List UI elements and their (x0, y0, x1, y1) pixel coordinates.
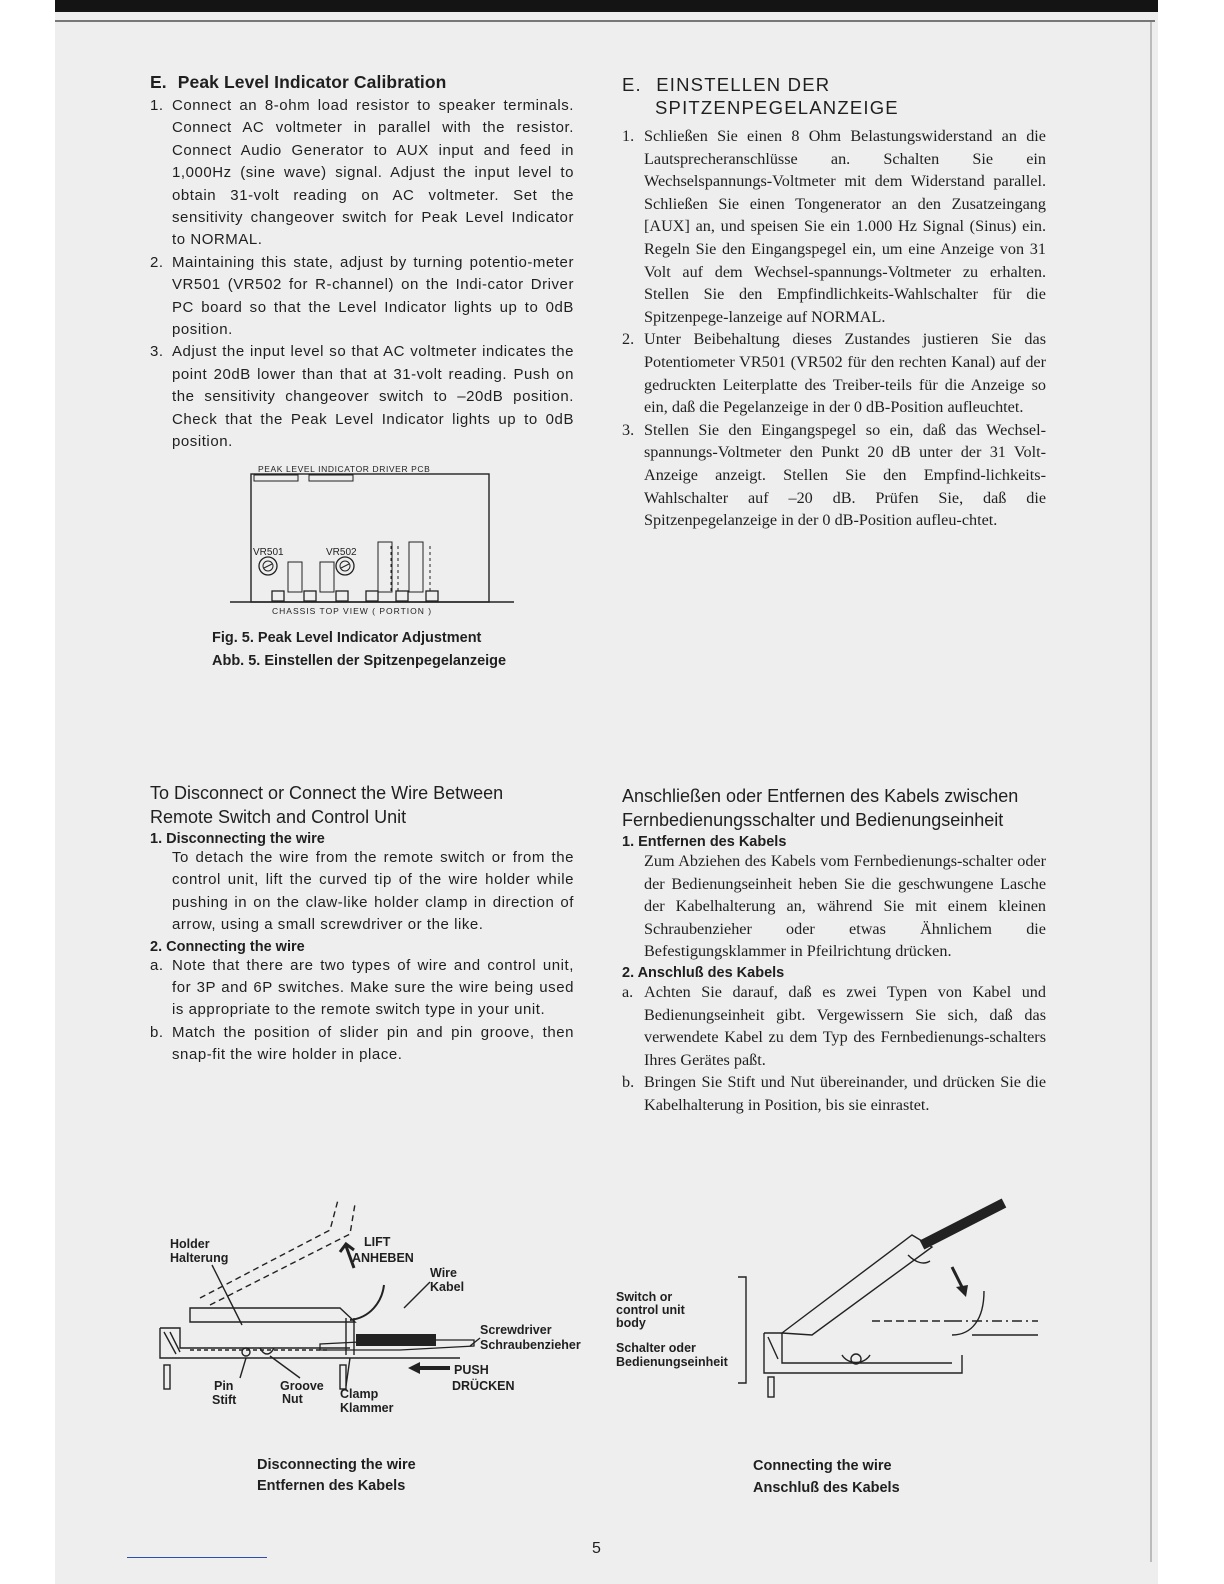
fig5-caption-de: Abb. 5. Einstellen der Spitzenpegelanzeige (212, 653, 507, 669)
push-label: PUSH (454, 1363, 489, 1377)
section-title-line1: EINSTELLEN DER (656, 74, 831, 95)
page-top-rule (55, 20, 1155, 22)
list-item: a. Achten Sie darauf, daß es zwei Typen von Kabel und Bedienungseinheit gibt. Vergewissern Sie sich, daß das verwendete Kabel zu dem Typ des Fernbedienungs-schalters Ihres Gerätes paßt. (622, 982, 1046, 1069)
list-item: 1. Connect an 8-ohm load resistor to speaker terminals. Connect AC voltmeter in parallel with the resistor. Connect Audio Generator to AUX input and feed in 1,000Hz (sine wave) signal. Adjust the input level to obtain 31-volt reading on AC voltmeter. Set the sensitivity changeover switch for Peak Level Indicator to NORMAL. (150, 97, 574, 249)
druecken-label: DRÜCKEN (452, 1379, 515, 1393)
page-number: 5 (592, 1540, 601, 1557)
connect-caption-de: Anschluß des Kabels (753, 1480, 900, 1496)
vr502-label: VR502 (326, 547, 357, 558)
list-item: 2. Unter Beibehaltung dieses Zustandes justieren Sie das Potentiometer VR501 (VR502 für den rechten Kanal) auf der gedruckten Leiterplatte des Treiber-teils für die Anzeige so ein, daß die Pegelanzeige in der 0 dB-Position aufleuchtet. (622, 330, 1046, 417)
disconnect-caption-en: Disconnecting the wire (257, 1457, 416, 1473)
connect-wire-diagram (612, 1195, 1052, 1405)
vr501-label: VR501 (253, 547, 284, 558)
section-e-english (150, 72, 574, 454)
switch-label-line1: Switch or (616, 1290, 673, 1304)
section-title-line2: SPITZENPEGELANZEIGE (655, 97, 899, 118)
list-item: b. Match the position of slider pin and pin groove, then snap-fit the wire holder in place. (150, 1023, 574, 1064)
subheading-anschluss: 2. Anschluß des Kabels (622, 964, 785, 981)
list-item: 1. Schließen Sie einen 8 Ohm Belastungswiderstand an die Lautsprecheranschlüsse an. Schalten Sie ein Wechselspannungs-Voltmeter mit dem Widerstand parallel. Schließen Sie einen Tongenerator an den Zusatzeingang [AUX] an, und speisen Sie ein 1.000 Hz Signal (Sinus) ein. Regeln Sie den Eingangspegel ein, um eine Anzeige von 31 Volt auf dem Wechsel-spannungs-Voltmeter zu erhalten. Stellen Sie den Empfindlichkeits-Wahlschalter für die Spitzenpege-lanzeige auf NORMAL. (622, 127, 1046, 326)
subheading-disconnecting: 1. Disconnecting the wire (150, 831, 325, 847)
section-e-german (622, 73, 1046, 532)
holder-label: Holder (170, 1237, 210, 1251)
schraubenzieher-label: Schraubenzieher (480, 1338, 581, 1352)
paragraph: Zum Abziehen des Kabels vom Fernbedienungs-schalter oder der Bedienungseinheit heben Sie die geschwungene Lasche der Kabelhalterung an, während Sie mit einem kleinen Schraubenzieher oder etwas Ähnlichem die Befestigungsklammer in Pfeilrichtung drücken. (644, 852, 1046, 961)
clamp-label: Clamp (340, 1387, 379, 1401)
switch-label-line2: control unit (616, 1303, 685, 1317)
section-title-line1: Anschließen oder Entfernen des Kabels zwischen (622, 786, 1019, 806)
pcb-label: PEAK LEVEL INDICATOR DRIVER PCB (258, 464, 431, 474)
connect-caption-en: Connecting the wire (753, 1458, 892, 1474)
switch-label-line3: body (616, 1316, 646, 1330)
list-item: 3. Stellen Sie den Eingangspegel so ein, daß das Wechsel-spannungs-Voltmeter den Punkt 20 dB unter der 31 Volt-Anzeige anzeigt. Stellen Sie den Empfind-lichkeits-Wahlschalter auf –20 dB. Prüfen Sie, daß die Spitzenpegelanzeige in der 0 dB-Position aufleu-chtet. (622, 420, 1046, 530)
list-item: b. Bringen Sie Stift und Nut übereinander, und drücken Sie die Kabelhalterung in Position, bis sie einrastet. (622, 1073, 1046, 1114)
disconnect-wire-diagram (150, 1190, 600, 1420)
klammer-label: Klammer (340, 1401, 394, 1415)
halterung-label: Halterung (170, 1251, 229, 1265)
section-title: Peak Level Indicator Calibration (177, 72, 447, 92)
groove-label: Groove (280, 1379, 324, 1393)
subheading-connecting: 2. Connecting the wire (150, 938, 305, 955)
lift-label: LIFT (364, 1235, 391, 1249)
list-item: 2. Maintaining this state, adjust by turning potentio-meter VR501 (VR502 for R-channel) on the Indi-cator Driver PC board so that the Level Indicator lights up to 0dB position. (150, 253, 574, 339)
wire-section-english (150, 781, 574, 1067)
peak-level-pcb-diagram (228, 460, 518, 620)
subheading-entfernen: 1. Entfernen des Kabels (622, 834, 787, 850)
nut-label: Nut (282, 1392, 303, 1406)
wire-section-german (622, 784, 1046, 1117)
kabel-label: Kabel (430, 1280, 465, 1294)
list-item: 3. Adjust the input level so that AC voltmeter indicates the point 20dB lower than that at 31-volt reading. Push on the sensitivity changeover switch to –20dB position. Check that the Peak Level Indicator lights up to 0dB position. (150, 343, 574, 451)
section-title-line1: To Disconnect or Connect the Wire Between (150, 783, 504, 803)
anheben-label: ANHEBEN (352, 1251, 414, 1265)
section-title-line2: Fernbedienungsschalter und Bedienungseinheit (622, 810, 1004, 830)
page-right-edge (1150, 22, 1152, 1562)
wire-label: Wire (430, 1266, 457, 1280)
chassis-label: CHASSIS TOP VIEW ( PORTION ) (272, 606, 433, 616)
disconnect-caption-de: Entfernen des Kabels (257, 1478, 406, 1494)
paragraph: To detach the wire from the remote switch or from the control unit, lift the curved tip of the wire holder while pushing in on the claw-like holder clamp in direction of arrow, using a small screwdriver or the like. (172, 849, 574, 934)
schalter-label-line2: Bedienungseinheit (616, 1355, 728, 1369)
list-item: a. Note that there are two types of wire and control unit, for 3P and 6P switches. Make sure the wire being used is appropriate to the remote switch type in your unit. (150, 956, 574, 1019)
stift-label: Stift (212, 1393, 237, 1407)
fig5-caption-en: Fig. 5. Peak Level Indicator Adjustment (212, 630, 482, 646)
section-marker: E. (622, 74, 642, 95)
section-marker: E. (150, 72, 167, 92)
pin-label: Pin (214, 1379, 234, 1393)
schalter-label-line1: Schalter oder (616, 1341, 696, 1355)
scan-blue-line (127, 1557, 267, 1558)
scan-top-edge (55, 0, 1158, 12)
screwdriver-label: Screwdriver (480, 1323, 552, 1337)
section-title-line2: Remote Switch and Control Unit (150, 807, 407, 827)
wire-cable (922, 1203, 1004, 1245)
